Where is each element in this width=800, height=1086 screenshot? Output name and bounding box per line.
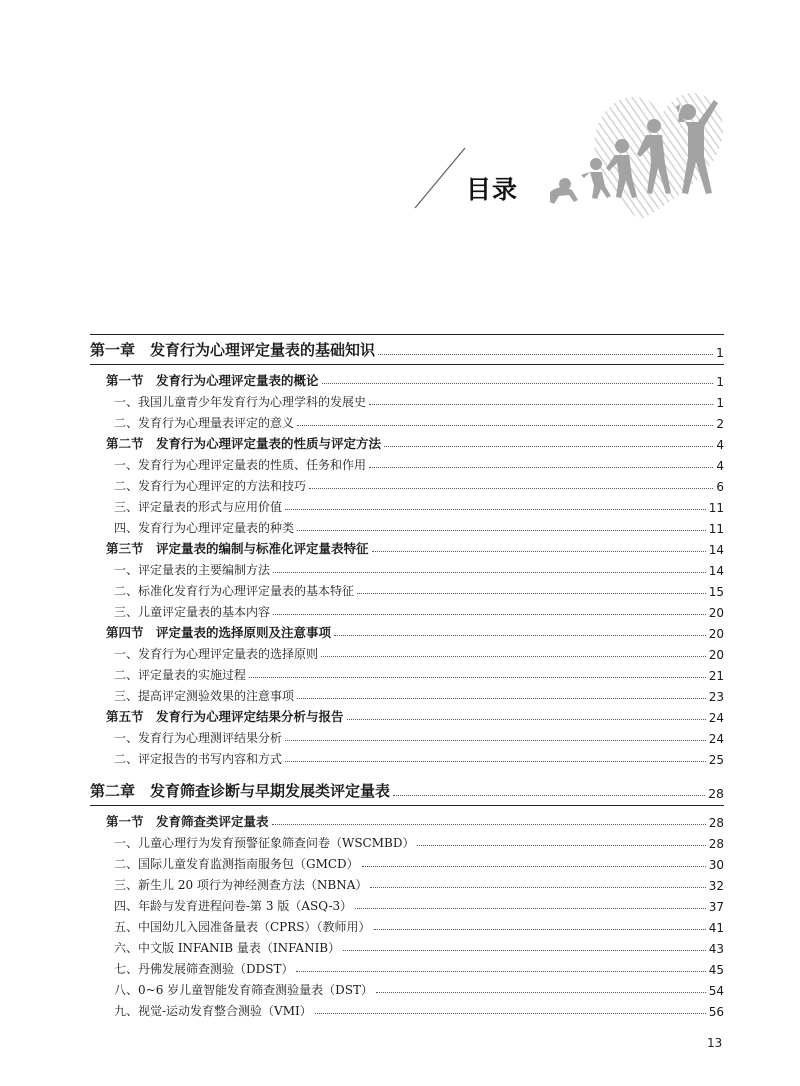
toc-section-entry[interactable] <box>90 704 724 725</box>
toc-entry-title: 六、中文版 INFANIB 量表（INFANIB） <box>114 941 341 955</box>
toc-dot-leader <box>285 739 706 741</box>
toc-dot-leader <box>362 865 706 867</box>
toc-item-entry[interactable] <box>90 578 724 599</box>
toc-entry-title: 第五节 发育行为心理评定结果分析与报告 <box>106 709 344 724</box>
toc-entry-title: 四、发育行为心理评定量表的种类 <box>114 521 295 535</box>
toc-entry-title: 二、发育行为心理量表评定的意义 <box>114 416 295 430</box>
toc-item-entry[interactable] <box>90 893 724 914</box>
toc-dot-leader <box>376 991 706 993</box>
toc-entry-title: 第一节 发育行为心理评定量表的概论 <box>106 373 319 388</box>
toc-item-entry[interactable] <box>90 872 724 893</box>
table-of-contents <box>90 338 724 1019</box>
toc-section-entry[interactable] <box>90 431 724 452</box>
toc-top-rule <box>90 334 724 335</box>
toc-page-number: 20 <box>708 648 724 662</box>
toc-item-entry[interactable] <box>90 977 724 998</box>
toc-dot-leader <box>322 382 714 384</box>
chapter-rule <box>90 805 724 806</box>
toc-dot-leader <box>343 949 706 951</box>
toc-chapter-entry[interactable] <box>90 779 724 801</box>
toc-item-entry[interactable] <box>90 410 724 431</box>
toc-item-entry[interactable] <box>90 914 724 935</box>
toc-page-number: 41 <box>708 921 724 935</box>
toc-entry-title: 二、国际儿童发育监测指南服务包（GMCD） <box>114 857 359 871</box>
toc-page-number: 6 <box>716 480 724 494</box>
toc-dot-leader <box>297 424 713 426</box>
toc-page-number: 28 <box>708 816 724 830</box>
toc-dot-leader <box>297 697 706 699</box>
toc-entry-title: 一、评定量表的主要编制方法 <box>114 563 271 577</box>
toc-entry-title: 二、评定报告的书写内容和方式 <box>114 752 283 766</box>
toc-item-entry[interactable] <box>90 956 724 977</box>
toc-item-entry[interactable] <box>90 452 724 473</box>
toc-item-entry[interactable] <box>90 662 724 683</box>
toc-dot-leader <box>296 970 705 972</box>
toc-entry-title: 七、丹佛发展筛查测验（DDST） <box>114 962 294 976</box>
toc-dot-leader <box>370 886 705 888</box>
toc-page-number: 4 <box>716 459 724 473</box>
toc-entry-title: 第一节 发育筛查类评定量表 <box>106 814 269 829</box>
toc-dot-leader <box>355 907 706 909</box>
toc-item-entry[interactable] <box>90 599 724 620</box>
toc-entry-title: 一、我国儿童青少年发育行为心理学科的发展史 <box>114 395 367 409</box>
toc-section-entry[interactable] <box>90 536 724 557</box>
toc-page-number: 56 <box>708 1005 724 1019</box>
toc-page-number: 28 <box>708 837 724 851</box>
toc-entry-title: 三、新生儿 20 项行为神经测查方法（NBNA） <box>114 878 368 892</box>
toc-item-entry[interactable] <box>90 515 724 536</box>
toc-dot-leader <box>315 1012 706 1014</box>
toc-entry-title: 第二章 发育筛查诊断与早期发展类评定量表 <box>90 782 391 800</box>
toc-item-entry[interactable] <box>90 998 724 1019</box>
toc-page-number: 37 <box>708 900 724 914</box>
chapter-gap <box>90 767 724 779</box>
toc-entry-title: 第三节 评定量表的编制与标准化评定量表特征 <box>106 541 369 556</box>
toc-page-number: 1 <box>716 375 724 389</box>
toc-page-number: 24 <box>708 711 724 725</box>
toc-entry-title: 一、儿童心理行为发育预警征象筛查问卷（WSCMBD） <box>114 836 415 850</box>
toc-dot-leader <box>369 466 713 468</box>
toc-entry-title: 九、视觉-运动发育整合测验（VMI） <box>114 1004 312 1018</box>
toc-dot-leader <box>321 655 706 657</box>
toc-dot-leader <box>347 718 706 720</box>
toc-item-entry[interactable] <box>90 389 724 410</box>
toc-entry-title: 第一章 发育行为心理评定量表的基础知识 <box>90 341 376 359</box>
toc-dot-leader <box>369 403 713 405</box>
toc-page-number: 15 <box>708 585 724 599</box>
toc-item-entry[interactable] <box>90 683 724 704</box>
toc-dot-leader <box>285 760 706 762</box>
toc-page-number: 32 <box>708 879 724 893</box>
toc-page-number: 45 <box>708 963 724 977</box>
toc-page-number: 20 <box>708 606 724 620</box>
toc-page-number: 1 <box>716 396 724 410</box>
toc-item-entry[interactable] <box>90 473 724 494</box>
toc-page-number: 20 <box>708 627 724 641</box>
toc-page-number: 23 <box>708 690 724 704</box>
toc-page-number: 14 <box>708 543 724 557</box>
toc-entry-title: 二、发育行为心理评定的方法和技巧 <box>114 479 307 493</box>
toc-page-number: 24 <box>708 732 724 746</box>
toc-item-entry[interactable] <box>90 557 724 578</box>
toc-item-entry[interactable] <box>90 725 724 746</box>
toc-item-entry[interactable] <box>90 494 724 515</box>
toc-entry-title: 五、中国幼儿入园准备量表（CPRS）（教师用） <box>114 920 371 934</box>
toc-page-number: 21 <box>708 669 724 683</box>
toc-dot-leader <box>273 613 706 615</box>
toc-page-number: 4 <box>716 438 724 452</box>
toc-dot-leader <box>334 634 706 636</box>
toc-page-number: 25 <box>708 753 724 767</box>
toc-page-number: 54 <box>708 984 724 998</box>
toc-item-entry[interactable] <box>90 830 724 851</box>
toc-entry-title: 第二节 发育行为心理评定量表的性质与评定方法 <box>106 436 382 451</box>
toc-dot-leader <box>309 487 713 489</box>
toc-chapter-entry[interactable] <box>90 338 724 360</box>
header-illustration <box>400 60 740 230</box>
toc-item-entry[interactable] <box>90 746 724 767</box>
title-slash-line <box>415 148 465 208</box>
toc-section-entry[interactable] <box>90 368 724 389</box>
toc-entry-title: 一、发育行为心理评定量表的选择原则 <box>114 647 319 661</box>
toc-page-number: 11 <box>708 501 724 515</box>
page-title: 目录 <box>466 175 519 204</box>
toc-dot-leader <box>374 928 706 930</box>
toc-dot-leader <box>417 844 705 846</box>
toc-entry-title: 八、0~6 岁儿童智能发育筛查测验量表（DST） <box>114 983 373 997</box>
toc-section-entry[interactable] <box>90 809 724 830</box>
toc-item-entry[interactable] <box>90 935 724 956</box>
toc-page-number: 30 <box>708 858 724 872</box>
toc-page-number: 28 <box>708 786 724 801</box>
toc-page-number: 1 <box>716 345 724 360</box>
chapter-rule <box>90 364 724 365</box>
toc-dot-leader <box>378 353 713 355</box>
toc-page-number: 2 <box>716 417 724 431</box>
toc-dot-leader <box>272 823 706 825</box>
toc-entry-title: 三、儿童评定量表的基本内容 <box>114 605 271 619</box>
toc-page-number: 14 <box>708 564 724 578</box>
toc-entry-title: 二、标准化发育行为心理评定量表的基本特征 <box>114 584 355 598</box>
toc-item-entry[interactable] <box>90 851 724 872</box>
toc-entry-title: 三、评定量表的形式与应用价值 <box>114 500 283 514</box>
toc-entry-title: 三、提高评定测验效果的注意事项 <box>114 689 295 703</box>
page-number: 13 <box>707 1036 723 1050</box>
toc-entry-title: 第四节 评定量表的选择原则及注意事项 <box>106 625 332 640</box>
toc-dot-leader <box>372 550 706 552</box>
toc-item-entry[interactable] <box>90 641 724 662</box>
toc-page-number: 43 <box>708 942 724 956</box>
toc-page-number: 11 <box>708 522 724 536</box>
toc-dot-leader <box>384 445 713 447</box>
toc-dot-leader <box>249 676 706 678</box>
toc-section-entry[interactable] <box>90 620 724 641</box>
toc-dot-leader <box>273 571 706 573</box>
toc-entry-title: 二、评定量表的实施过程 <box>114 668 247 682</box>
toc-entry-title: 一、发育行为心理测评结果分析 <box>114 731 283 745</box>
toc-dot-leader <box>285 508 706 510</box>
toc-dot-leader <box>297 529 706 531</box>
toc-entry-title: 四、年龄与发育进程问卷-第 3 版（ASQ-3） <box>114 899 353 913</box>
toc-entry-title: 一、发育行为心理评定量表的性质、任务和作用 <box>114 458 367 472</box>
toc-dot-leader <box>393 794 705 796</box>
toc-dot-leader <box>357 592 706 594</box>
